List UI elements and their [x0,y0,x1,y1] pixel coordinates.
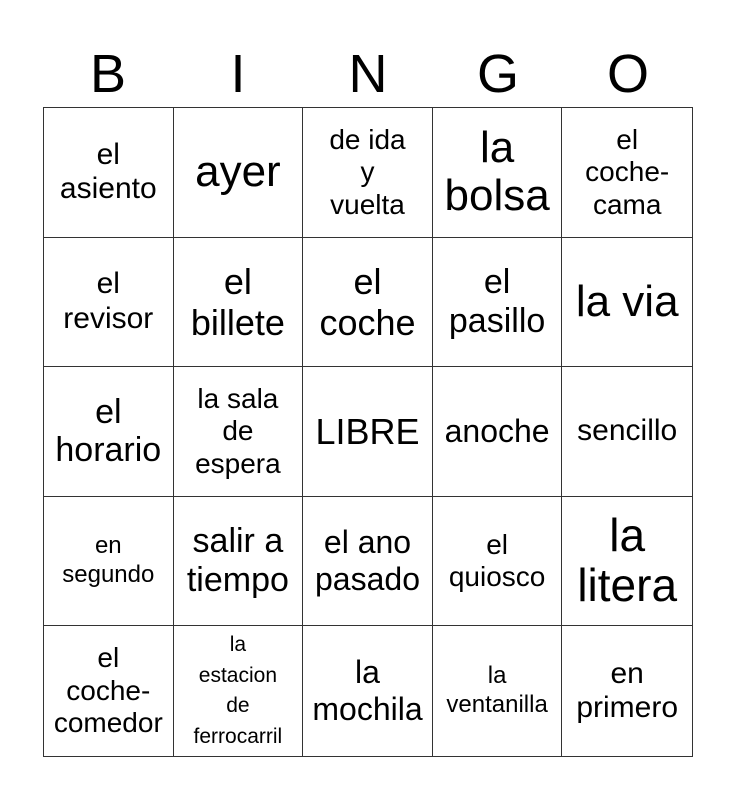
header-letter-i: I [230,44,246,104]
cell-text: la estacion de ferrocarril [193,633,283,748]
cell-text: el horario [55,392,162,470]
bingo-cell[interactable] [44,367,174,497]
cell-text: la litera [577,509,678,612]
cell-text: en primero [576,656,679,725]
header-letter-n: N [348,44,388,104]
bingo-cell[interactable] [44,497,174,627]
bingo-cell[interactable] [562,497,692,627]
cell-text: el coche- comedor [53,642,163,739]
cell-text: el ano pasado [315,524,420,598]
cell-text: la mochila [312,654,423,728]
bingo-header [43,40,693,108]
cell-text: el coche [319,260,416,343]
bingo-cell[interactable] [174,108,304,238]
cell-text: el revisor [63,267,154,335]
bingo-cell[interactable] [562,238,692,368]
cell-text: la via [575,276,679,326]
bingo-cell[interactable] [44,238,174,368]
cell-text: el asiento [59,137,157,206]
bingo-cell[interactable] [44,626,174,756]
cell-text: ayer [195,147,281,197]
bingo-cell[interactable] [303,626,433,756]
bingo-cell[interactable] [44,108,174,238]
bingo-grid [43,107,693,757]
cell-text: el quiosco [448,528,546,593]
cell-text: el coche- cama [585,123,670,220]
cell-text: la ventanilla [446,662,548,719]
bingo-cell[interactable] [562,108,692,238]
cell-text: de ida y vuelta [329,123,406,220]
header-letter-o: O [606,44,649,104]
bingo-cell[interactable] [433,108,563,238]
bingo-cell[interactable] [303,108,433,238]
cell-text: salir a tiempo [186,522,289,600]
bingo-cell[interactable] [174,626,304,756]
cell-text: la bolsa [444,122,550,221]
bingo-cell[interactable] [433,238,563,368]
bingo-cell[interactable] [303,238,433,368]
bingo-cell[interactable] [174,367,304,497]
cell-text: el pasillo [448,263,546,340]
bingo-cell[interactable] [433,626,563,756]
cell-text: la sala de espera [195,382,281,479]
bingo-cell[interactable] [433,497,563,627]
cell-text: sencillo [577,414,678,448]
bingo-cell[interactable] [303,497,433,627]
bingo-cell[interactable] [562,367,692,497]
cell-text: el billete [190,260,285,343]
cell-text: LIBRE [315,410,420,452]
cell-text: en segundo [62,532,155,589]
cell-text: anoche [444,413,550,450]
bingo-cell[interactable] [433,367,563,497]
header-letter-b: B [89,44,127,104]
header-letter-g: G [476,44,519,104]
bingo-cell[interactable] [174,238,304,368]
bingo-cell[interactable] [562,626,692,756]
bingo-cell[interactable] [174,497,304,627]
free-space[interactable] [303,367,433,497]
